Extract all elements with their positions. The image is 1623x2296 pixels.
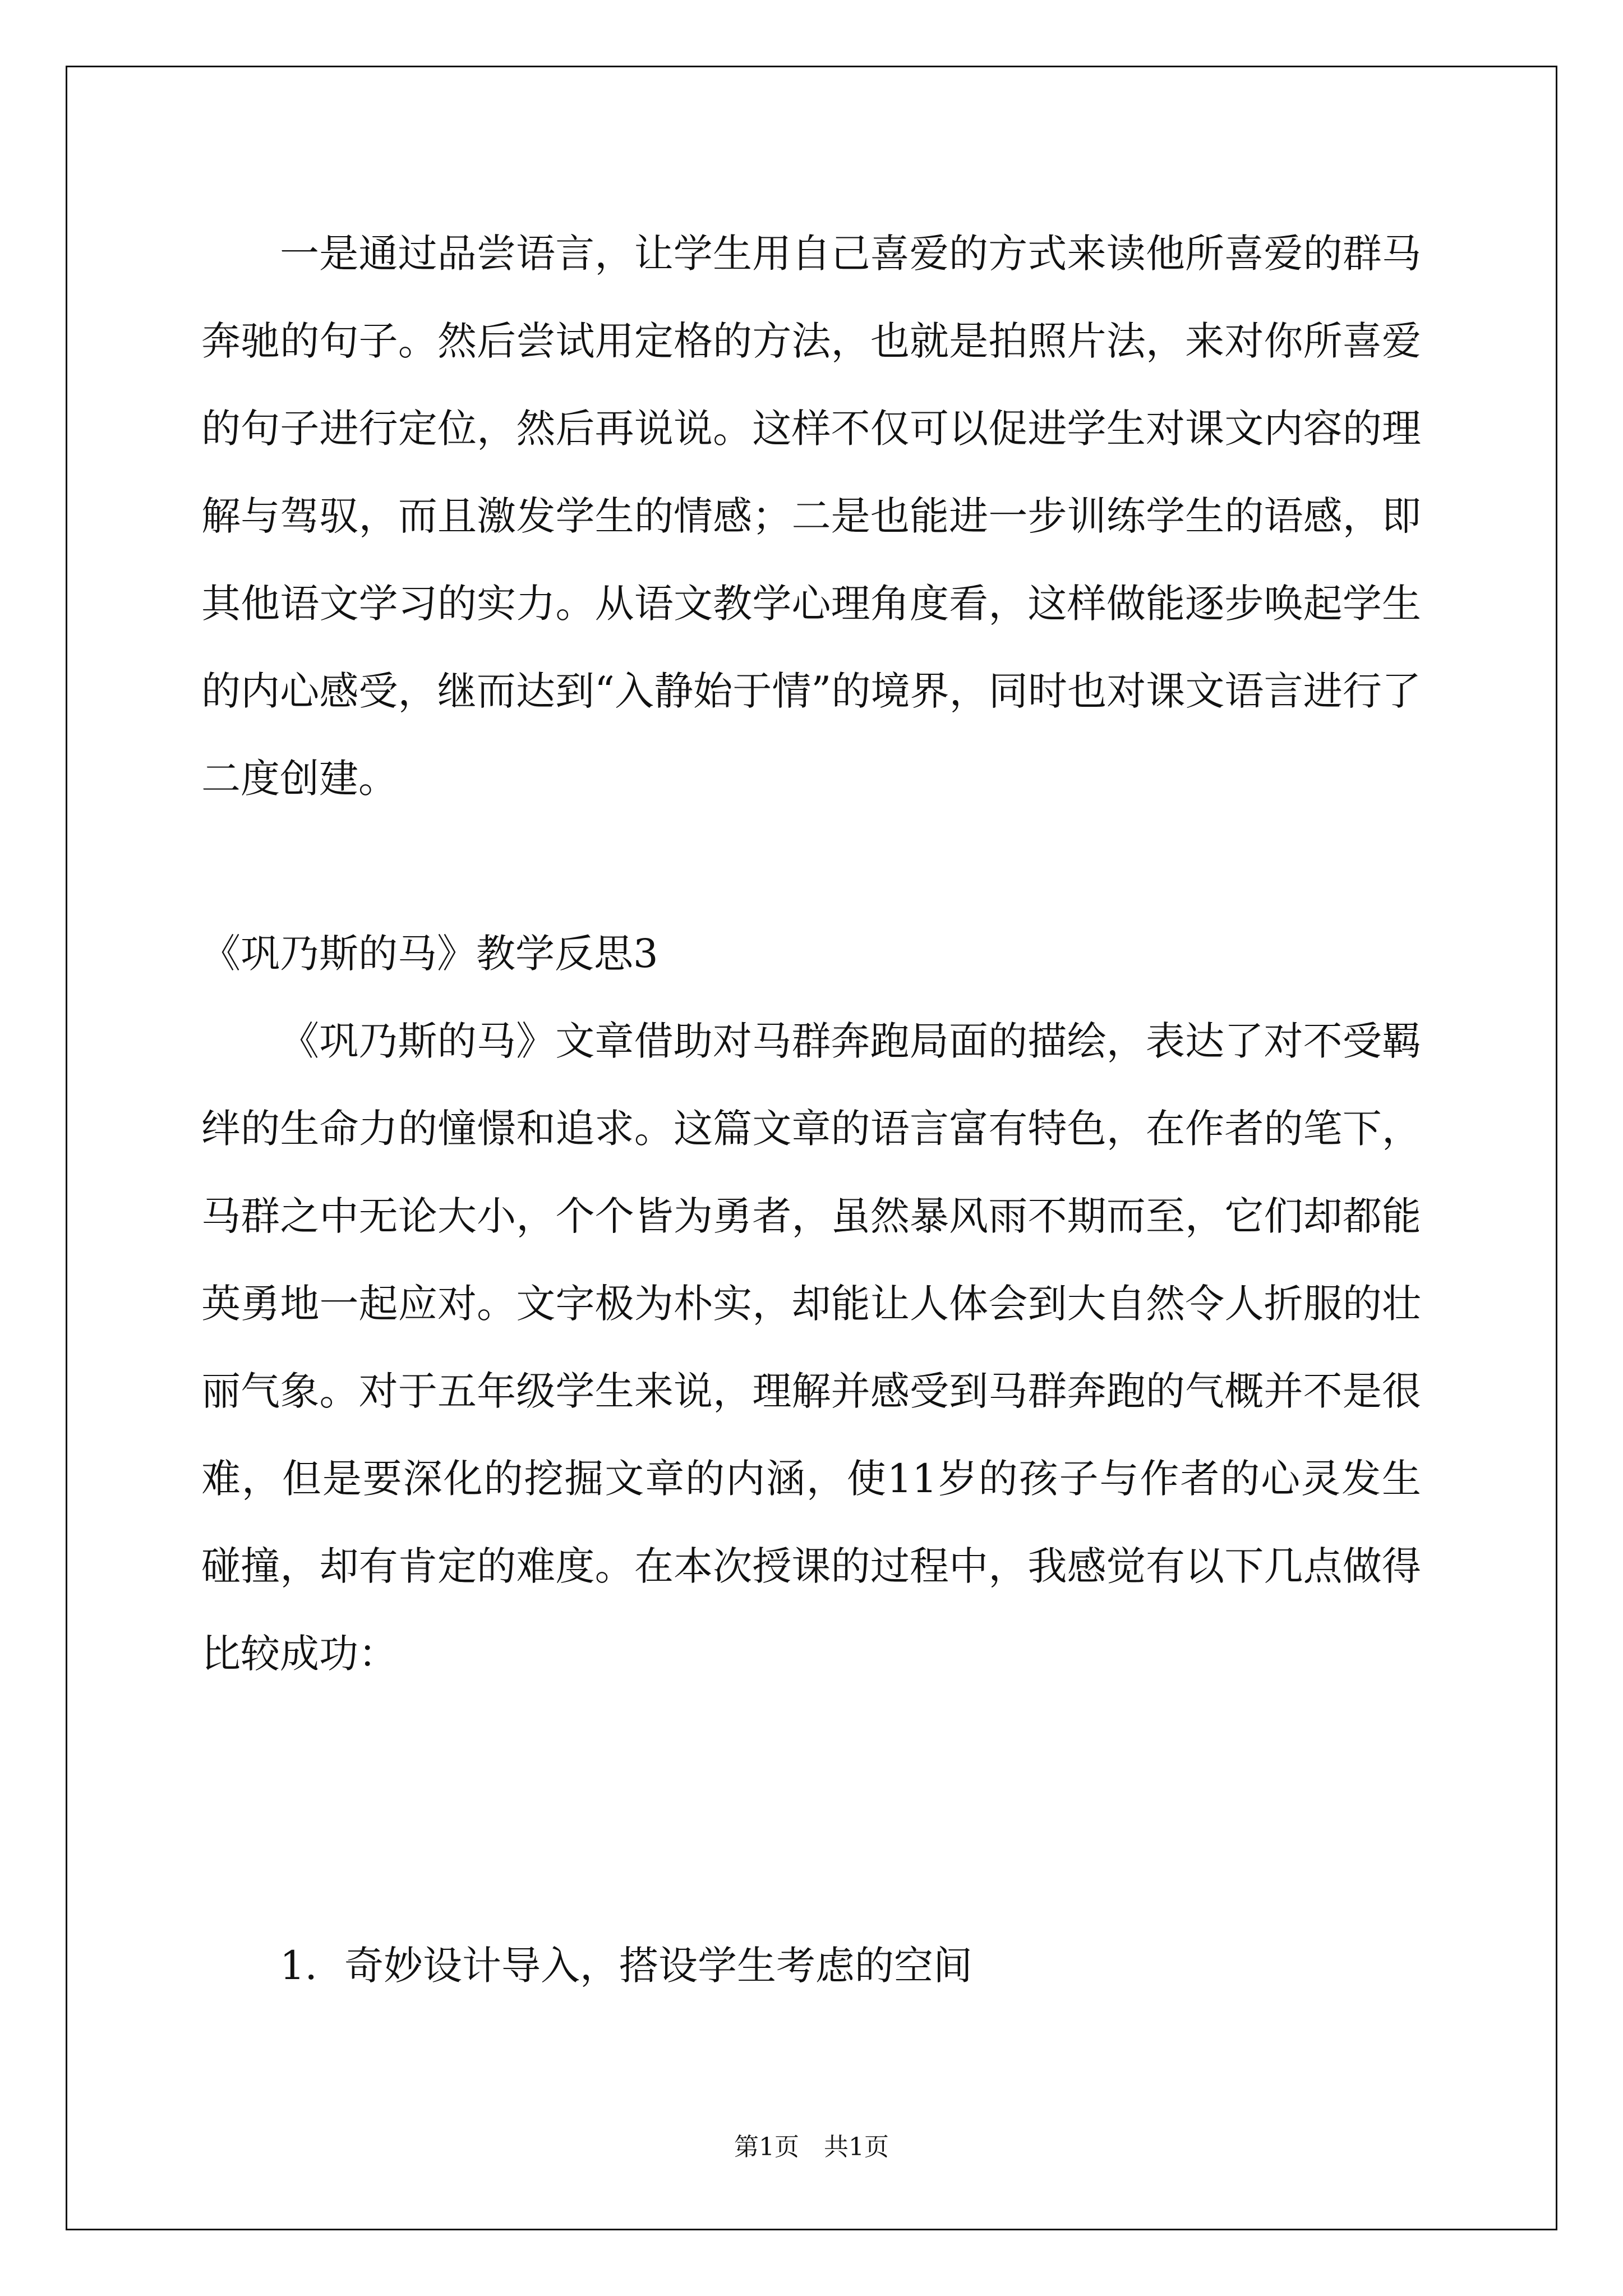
list-item-text: 奇妙设计导入，搭设学生考虑的空间 [344,1943,972,1989]
page-total-label: 共1页 [824,2133,889,2161]
page-footer [0,2131,1623,2164]
section-heading: 《巩乃斯的马》教学反思3 [201,931,658,977]
paragraph-1: 一是通过品尝语言，让学生用自己喜爱的方式来读他所喜爱的群马奔驰的句子。然后尝试用定格的方法，也就是拍照片法，来对你所喜爱的句子进行定位，然后再说说。这样不仅可以促进学生对课文内容的理解与驾驭，而且激发学生的情感；二是也能进一步训练学生的语感，即其他语文学习的实力。从语文教学心理角度看，这样做能逐步唤起学生的内心感受，继而达到“入静始于情”的境界，同时也对课文语言进行了二度创建。 [201,231,1421,802]
list-item [280,1922,1421,2009]
list-item-number: 1. [280,1943,317,1989]
paragraph-2: 《巩乃斯的马》文章借助对马群奔跑局面的描绘，表达了对不受羁绊的生命力的憧憬和追求。这篇文章的语言富有特色，在作者的笔下，马群之中无论大小，个个皆为勇者，虽然暴风雨不期而至，它们却都能英勇地一起应对。文字极为朴实，却能让人体会到大自然令人折服的壮丽气象。对于五年级学生来说，理解并感受到马群奔跑的气概并不是很难，但是要深化的挖掘文章的内涵，使11岁的孩子与作者的心灵发生碰撞，却有肯定的难度。在本次授课的过程中，我感觉有以下几点做得比较成功： [201,1018,1421,1677]
page-current-label: 第1页 [734,2133,799,2161]
